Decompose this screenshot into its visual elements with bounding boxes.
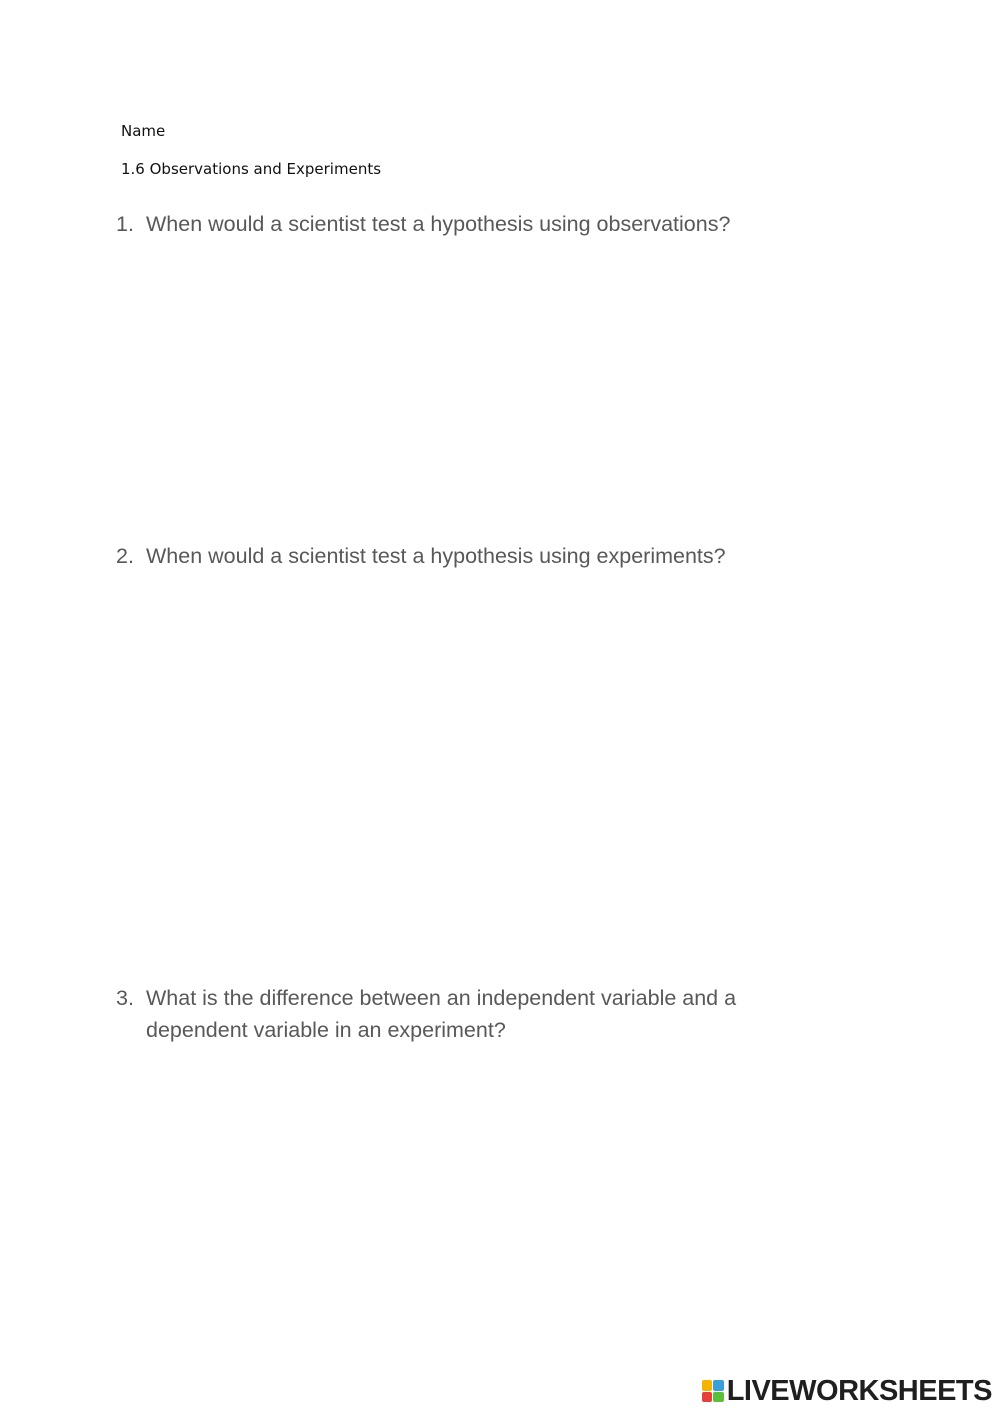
- liveworksheets-brand: [702, 1374, 992, 1408]
- question-number: 3.: [116, 986, 134, 1010]
- section-title: 1.6 Observations and Experiments: [121, 160, 382, 178]
- brand-text: LIVEWORKSHEETS: [726, 1375, 992, 1407]
- logo-square-green: [713, 1392, 724, 1403]
- logo-square-blue: [713, 1380, 724, 1391]
- logo-square-yellow: [702, 1380, 713, 1391]
- question-1: [116, 208, 816, 240]
- logo-square-red: [702, 1392, 713, 1403]
- question-text: What is the difference between an independent variable and a dependent variable in an experiment?: [146, 986, 737, 1042]
- question-3: [116, 982, 816, 1046]
- question-text: When would a scientist test a hypothesis using observations?: [146, 212, 731, 236]
- name-label: Name: [121, 122, 166, 140]
- question-number: 2.: [116, 544, 134, 568]
- liveworksheets-logo-icon: [702, 1380, 724, 1402]
- question-number: 1.: [116, 212, 134, 236]
- question-2: [116, 540, 816, 572]
- question-text: When would a scientist test a hypothesis using experiments?: [146, 544, 726, 568]
